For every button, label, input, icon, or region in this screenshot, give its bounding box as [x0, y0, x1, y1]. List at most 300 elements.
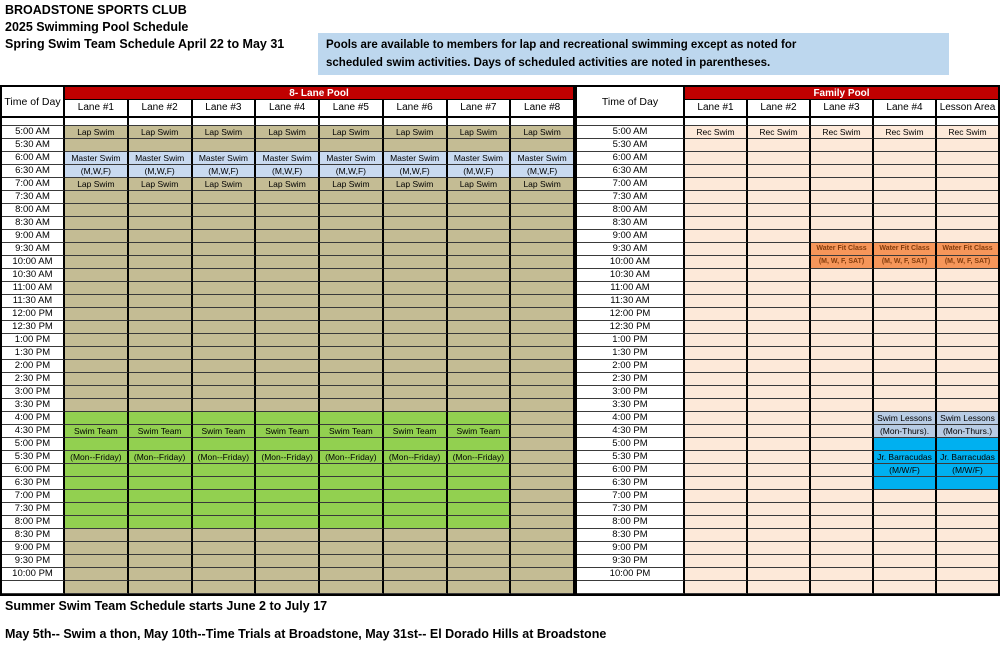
schedule-cell [811, 165, 874, 178]
schedule-cell [193, 477, 257, 490]
schedule-cell [320, 334, 384, 347]
schedule-cell [685, 490, 748, 503]
schedule-cell: Water Fit Class [937, 243, 998, 256]
schedule-cell [193, 334, 257, 347]
schedule-cell [129, 438, 193, 451]
schedule-cell [448, 412, 512, 425]
schedule-row [2, 178, 573, 191]
schedule-row [577, 282, 998, 295]
schedule-row [2, 477, 573, 490]
schedule-cell [193, 191, 257, 204]
schedule-row [2, 568, 573, 581]
schedule-cell [256, 581, 320, 594]
time-cell: 6:30 PM [577, 477, 685, 490]
schedule-cell [748, 490, 811, 503]
schedule-cell [511, 516, 573, 529]
time-cell: 5:30 PM [2, 451, 65, 464]
eight-lane-pool-table [0, 85, 575, 596]
schedule-cell [65, 399, 129, 412]
schedule-cell [874, 347, 937, 360]
schedule-cell: Rec Swim [748, 126, 811, 139]
lane-header-row [65, 100, 573, 118]
schedule-cell [65, 139, 129, 152]
schedule-cell [193, 412, 257, 425]
schedule-cell [320, 516, 384, 529]
schedule-cell [685, 503, 748, 516]
time-cell [2, 118, 65, 126]
schedule-row [577, 399, 998, 412]
time-cell: 3:30 PM [577, 399, 685, 412]
schedule-cell [811, 178, 874, 191]
schedule-row [577, 321, 998, 334]
schedule-cell [748, 503, 811, 516]
schedule-row [577, 165, 998, 178]
schedule-cell [448, 243, 512, 256]
schedule-cell [384, 191, 448, 204]
schedule-cell [937, 191, 998, 204]
schedule-cell [511, 568, 573, 581]
schedule-cell [874, 542, 937, 555]
schedule-cell [811, 191, 874, 204]
schedule-cell [685, 269, 748, 282]
schedule-cell [65, 581, 129, 594]
schedule-cell [811, 295, 874, 308]
schedule-cell [193, 243, 257, 256]
schedule-cell [193, 308, 257, 321]
schedule-cell [748, 516, 811, 529]
schedule-cell [320, 282, 384, 295]
schedule-cell [256, 139, 320, 152]
schedule-cell [937, 373, 998, 386]
schedule-cell [193, 269, 257, 282]
schedule-title: 2025 Swimming Pool Schedule [5, 20, 189, 34]
schedule-cell [65, 217, 129, 230]
schedule-cell [874, 178, 937, 191]
schedule-cell [874, 152, 937, 165]
schedule-cell [811, 425, 874, 438]
schedule-cell [811, 118, 874, 126]
schedule-cell [874, 295, 937, 308]
schedule-cell [65, 334, 129, 347]
schedule-cell [511, 399, 573, 412]
schedule-row [2, 243, 573, 256]
schedule-cell [193, 321, 257, 334]
schedule-cell [384, 334, 448, 347]
schedule-row [2, 295, 573, 308]
schedule-cell [193, 204, 257, 217]
schedule-cell [448, 529, 512, 542]
schedule-cell: Rec Swim [874, 126, 937, 139]
schedule-cell [748, 451, 811, 464]
time-cell: 7:30 PM [2, 503, 65, 516]
schedule-cell [937, 490, 998, 503]
schedule-cell [384, 282, 448, 295]
schedule-cell [129, 243, 193, 256]
schedule-row [577, 542, 998, 555]
schedule-cell [748, 256, 811, 269]
schedule-row [2, 118, 573, 126]
schedule-cell [685, 191, 748, 204]
schedule-cell [748, 334, 811, 347]
schedule-cell [193, 256, 257, 269]
schedule-cell [874, 373, 937, 386]
schedule-cell [256, 503, 320, 516]
schedule-cell [937, 516, 998, 529]
schedule-cell [511, 438, 573, 451]
schedule-cell [874, 581, 937, 594]
schedule-cell: Master Swim [65, 152, 129, 165]
schedule-cell [256, 477, 320, 490]
time-cell: 3:30 PM [2, 399, 65, 412]
schedule-row [2, 399, 573, 412]
schedule-cell [320, 464, 384, 477]
column-header: Lane #5 [320, 100, 384, 118]
schedule-row [2, 516, 573, 529]
schedule-cell: (Mon--Friday) [448, 451, 512, 464]
schedule-cell [811, 204, 874, 217]
schedule-row [577, 152, 998, 165]
schedule-cell [384, 542, 448, 555]
schedule-cell [384, 230, 448, 243]
schedule-cell [320, 204, 384, 217]
time-cell: 9:30 PM [2, 555, 65, 568]
schedule-cell: Lap Swim [320, 178, 384, 191]
schedule-cell [811, 464, 874, 477]
time-cell: 5:30 PM [577, 451, 685, 464]
schedule-cell [256, 568, 320, 581]
schedule-cell [129, 568, 193, 581]
time-cell: 9:30 PM [577, 555, 685, 568]
schedule-cell [811, 373, 874, 386]
schedule-cell [874, 308, 937, 321]
time-cell: 7:00 AM [577, 178, 685, 191]
schedule-cell [193, 464, 257, 477]
schedule-cell [384, 555, 448, 568]
schedule-cell [811, 568, 874, 581]
schedule-cell [937, 295, 998, 308]
time-cell: 10:00 AM [2, 256, 65, 269]
time-cell: 9:00 AM [2, 230, 65, 243]
schedule-cell [511, 490, 573, 503]
schedule-cell [129, 256, 193, 269]
schedule-cell [511, 373, 573, 386]
schedule-cell [748, 477, 811, 490]
schedule-cell [256, 282, 320, 295]
schedule-cell [748, 217, 811, 230]
time-cell: 6:00 PM [577, 464, 685, 477]
schedule-row [2, 438, 573, 451]
time-cell: 6:30 AM [577, 165, 685, 178]
schedule-cell: Lap Swim [65, 178, 129, 191]
schedule-cell [685, 399, 748, 412]
schedule-cell [384, 516, 448, 529]
schedule-cell: (M,W,F) [65, 165, 129, 178]
schedule-cell [320, 269, 384, 282]
schedule-cell [65, 295, 129, 308]
schedule-cell: Lap Swim [256, 126, 320, 139]
schedule-cell [937, 269, 998, 282]
schedule-row [2, 555, 573, 568]
schedule-cell [129, 321, 193, 334]
schedule-cell [874, 191, 937, 204]
schedule-cell [685, 529, 748, 542]
schedule-cell: Master Swim [384, 152, 448, 165]
schedule-cell [937, 347, 998, 360]
schedule-cell [193, 542, 257, 555]
time-cell: 8:00 AM [2, 204, 65, 217]
schedule-cell [65, 464, 129, 477]
schedule-cell [129, 399, 193, 412]
document-titles [5, 2, 284, 53]
time-cell: 4:00 PM [2, 412, 65, 425]
schedule-cell [874, 139, 937, 152]
time-cell: 9:30 AM [577, 243, 685, 256]
schedule-cell [811, 282, 874, 295]
pool-schedule-grid [0, 85, 1000, 596]
schedule-cell: Master Swim [320, 152, 384, 165]
schedule-cell [448, 555, 512, 568]
schedule-cell [65, 282, 129, 295]
availability-note-line2: scheduled swim activities. Days of scheduled activities are noted in parentheses. [326, 57, 771, 69]
schedule-cell: Master Swim [511, 152, 573, 165]
schedule-cell [748, 347, 811, 360]
schedule-cell: (Mon-Thurs). [874, 425, 937, 438]
schedule-cell [748, 321, 811, 334]
time-cell [577, 581, 685, 594]
schedule-cell [511, 477, 573, 490]
schedule-row [2, 347, 573, 360]
schedule-cell [811, 217, 874, 230]
schedule-cell [685, 334, 748, 347]
schedule-cell [811, 230, 874, 243]
schedule-row [2, 126, 573, 139]
schedule-cell [320, 191, 384, 204]
schedule-cell [511, 269, 573, 282]
schedule-cell [384, 118, 448, 126]
schedule-row [577, 256, 998, 269]
schedule-cell [65, 412, 129, 425]
schedule-cell [384, 477, 448, 490]
schedule-cell [320, 256, 384, 269]
schedule-cell: (M/W/F) [874, 464, 937, 477]
schedule-cell [748, 243, 811, 256]
schedule-cell [448, 399, 512, 412]
schedule-cell [748, 464, 811, 477]
schedule-cell [320, 503, 384, 516]
time-cell [577, 118, 685, 126]
schedule-cell [748, 373, 811, 386]
schedule-cell [448, 360, 512, 373]
schedule-row [2, 152, 573, 165]
schedule-cell [448, 438, 512, 451]
schedule-cell [320, 139, 384, 152]
schedule-cell: Lap Swim [193, 178, 257, 191]
schedule-cell [811, 399, 874, 412]
schedule-row [577, 139, 998, 152]
schedule-cell [129, 269, 193, 282]
schedule-row [2, 308, 573, 321]
column-header: Lane #2 [129, 100, 193, 118]
schedule-row [2, 165, 573, 178]
time-cell: 7:30 AM [2, 191, 65, 204]
schedule-cell [685, 438, 748, 451]
eight-lane-pool-header [2, 87, 573, 118]
schedule-cell [384, 464, 448, 477]
schedule-cell [129, 529, 193, 542]
schedule-cell [937, 477, 998, 490]
schedule-cell [748, 581, 811, 594]
schedule-cell [256, 464, 320, 477]
schedule-cell [511, 321, 573, 334]
time-cell: 8:00 PM [577, 516, 685, 529]
time-cell: 12:30 PM [577, 321, 685, 334]
time-cell: 11:00 AM [577, 282, 685, 295]
schedule-cell [448, 347, 512, 360]
schedule-row [2, 581, 573, 594]
schedule-cell [65, 321, 129, 334]
schedule-cell [874, 360, 937, 373]
time-cell: 9:30 AM [2, 243, 65, 256]
schedule-row [2, 217, 573, 230]
schedule-cell [129, 282, 193, 295]
schedule-cell [937, 555, 998, 568]
time-cell: 7:00 PM [2, 490, 65, 503]
schedule-cell: Swim Team [65, 425, 129, 438]
schedule-cell [685, 178, 748, 191]
schedule-cell [811, 386, 874, 399]
schedule-row [577, 269, 998, 282]
schedule-cell [384, 438, 448, 451]
schedule-cell [937, 321, 998, 334]
schedule-row [577, 334, 998, 347]
schedule-cell [874, 516, 937, 529]
time-cell: 11:30 AM [577, 295, 685, 308]
schedule-cell [874, 503, 937, 516]
time-cell: 11:30 AM [2, 295, 65, 308]
schedule-row [577, 126, 998, 139]
time-cell: 1:00 PM [577, 334, 685, 347]
schedule-cell [129, 118, 193, 126]
schedule-cell [129, 308, 193, 321]
schedule-cell [748, 282, 811, 295]
schedule-cell [937, 118, 998, 126]
schedule-cell [748, 399, 811, 412]
schedule-cell [685, 230, 748, 243]
schedule-cell [685, 516, 748, 529]
time-cell: 6:30 AM [2, 165, 65, 178]
time-cell: 8:30 AM [2, 217, 65, 230]
family-pool-table [575, 85, 1000, 596]
schedule-row [2, 451, 573, 464]
schedule-cell [685, 152, 748, 165]
schedule-row [577, 581, 998, 594]
time-cell: 8:00 PM [2, 516, 65, 529]
schedule-row [577, 243, 998, 256]
schedule-cell: (M, W, F, SAT) [811, 256, 874, 269]
eight-lane-pool-body [2, 118, 573, 594]
schedule-cell [256, 230, 320, 243]
schedule-cell [874, 165, 937, 178]
schedule-cell: (M,W,F) [129, 165, 193, 178]
schedule-row [577, 217, 998, 230]
schedule-cell [685, 347, 748, 360]
schedule-cell [448, 516, 512, 529]
schedule-cell [448, 321, 512, 334]
schedule-cell: (Mon--Friday) [65, 451, 129, 464]
schedule-cell [320, 438, 384, 451]
schedule-cell [874, 269, 937, 282]
schedule-cell [511, 118, 573, 126]
time-cell: 5:00 AM [577, 126, 685, 139]
schedule-cell [511, 334, 573, 347]
schedule-cell: Lap Swim [384, 126, 448, 139]
schedule-cell [685, 373, 748, 386]
schedule-cell: Swim Lessons [874, 412, 937, 425]
schedule-cell [874, 490, 937, 503]
schedule-cell [256, 321, 320, 334]
schedule-cell [193, 399, 257, 412]
schedule-cell [129, 386, 193, 399]
schedule-cell [384, 243, 448, 256]
schedule-cell: Lap Swim [193, 126, 257, 139]
schedule-cell [937, 334, 998, 347]
schedule-row [2, 503, 573, 516]
family-pool-header [577, 87, 998, 118]
schedule-cell [129, 373, 193, 386]
schedule-cell [874, 321, 937, 334]
schedule-cell: Lap Swim [448, 178, 512, 191]
schedule-cell [320, 295, 384, 308]
schedule-cell [511, 230, 573, 243]
time-cell: 5:00 PM [577, 438, 685, 451]
schedule-cell [256, 347, 320, 360]
schedule-row [577, 295, 998, 308]
club-title: BROADSTONE SPORTS CLUB [5, 3, 187, 17]
time-cell: 7:00 PM [577, 490, 685, 503]
time-cell: 5:30 AM [577, 139, 685, 152]
time-cell: 2:00 PM [2, 360, 65, 373]
schedule-cell [256, 412, 320, 425]
schedule-cell: Jr. Barracudas [937, 451, 998, 464]
schedule-cell [874, 282, 937, 295]
schedule-cell [384, 308, 448, 321]
schedule-row [577, 516, 998, 529]
schedule-row [577, 503, 998, 516]
schedule-cell [384, 204, 448, 217]
schedule-cell [193, 490, 257, 503]
schedule-cell [874, 555, 937, 568]
schedule-cell: Swim Team [193, 425, 257, 438]
schedule-cell [748, 529, 811, 542]
schedule-cell [129, 191, 193, 204]
schedule-cell [511, 581, 573, 594]
schedule-cell [256, 360, 320, 373]
schedule-cell [320, 568, 384, 581]
schedule-cell [874, 386, 937, 399]
schedule-row [2, 542, 573, 555]
schedule-cell [129, 503, 193, 516]
schedule-row [577, 464, 998, 477]
schedule-cell [748, 308, 811, 321]
schedule-cell [511, 243, 573, 256]
schedule-row [577, 386, 998, 399]
schedule-cell [937, 438, 998, 451]
schedule-cell [320, 581, 384, 594]
schedule-cell [320, 386, 384, 399]
schedule-cell [937, 152, 998, 165]
schedule-cell: Lap Swim [384, 178, 448, 191]
schedule-cell [937, 360, 998, 373]
